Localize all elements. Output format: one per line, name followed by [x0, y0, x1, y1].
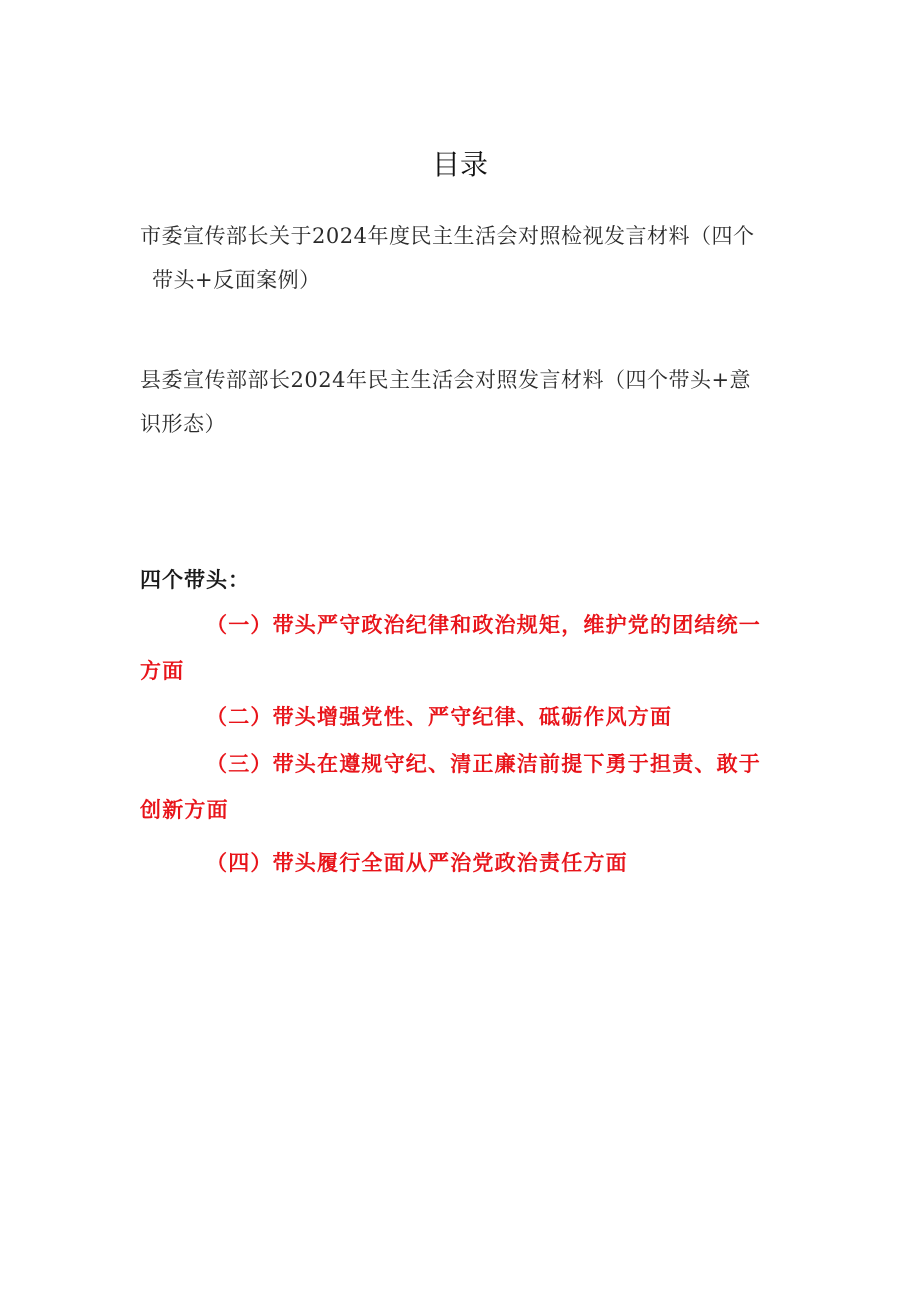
list-item-1-line-2: 方面	[140, 659, 185, 683]
list-item-3-line-2: 创新方面	[140, 798, 229, 822]
list-item-1-line-1: （一）带头严守政治纪律和政治规矩，维护党的团结统一	[206, 613, 761, 637]
toc-entry-1-line-1: 市委宣传部长关于2024年度民主生活会对照检视发言材料（四个	[140, 224, 755, 248]
list-item-4-line-1: （四）带头履行全面从严治党政治责任方面	[206, 851, 628, 875]
toc-entry-1-line-2: 带头+反面案例）	[152, 268, 321, 292]
toc-entry-2-line-1: 县委宣传部部长2024年民主生活会对照发言材料（四个带头+意	[140, 368, 752, 392]
toc-entry-2-line-2: 识形态）	[140, 412, 226, 436]
list-item-2	[140, 694, 790, 740]
list-item-3	[140, 741, 790, 833]
toc-entry-1	[140, 214, 790, 302]
list-item-1	[140, 602, 790, 694]
list-item-4	[140, 840, 790, 886]
toc-entry-2	[140, 358, 790, 446]
section-heading: 四个带头：	[140, 568, 250, 592]
list-item-3-line-1: （三）带头在遵规守纪、清正廉洁前提下勇于担责、敢于	[206, 752, 761, 776]
list-item-2-line-1: （二）带头增强党性、严守纪律、砥砺作风方面	[206, 705, 673, 729]
page-title: 目录	[431, 147, 488, 181]
